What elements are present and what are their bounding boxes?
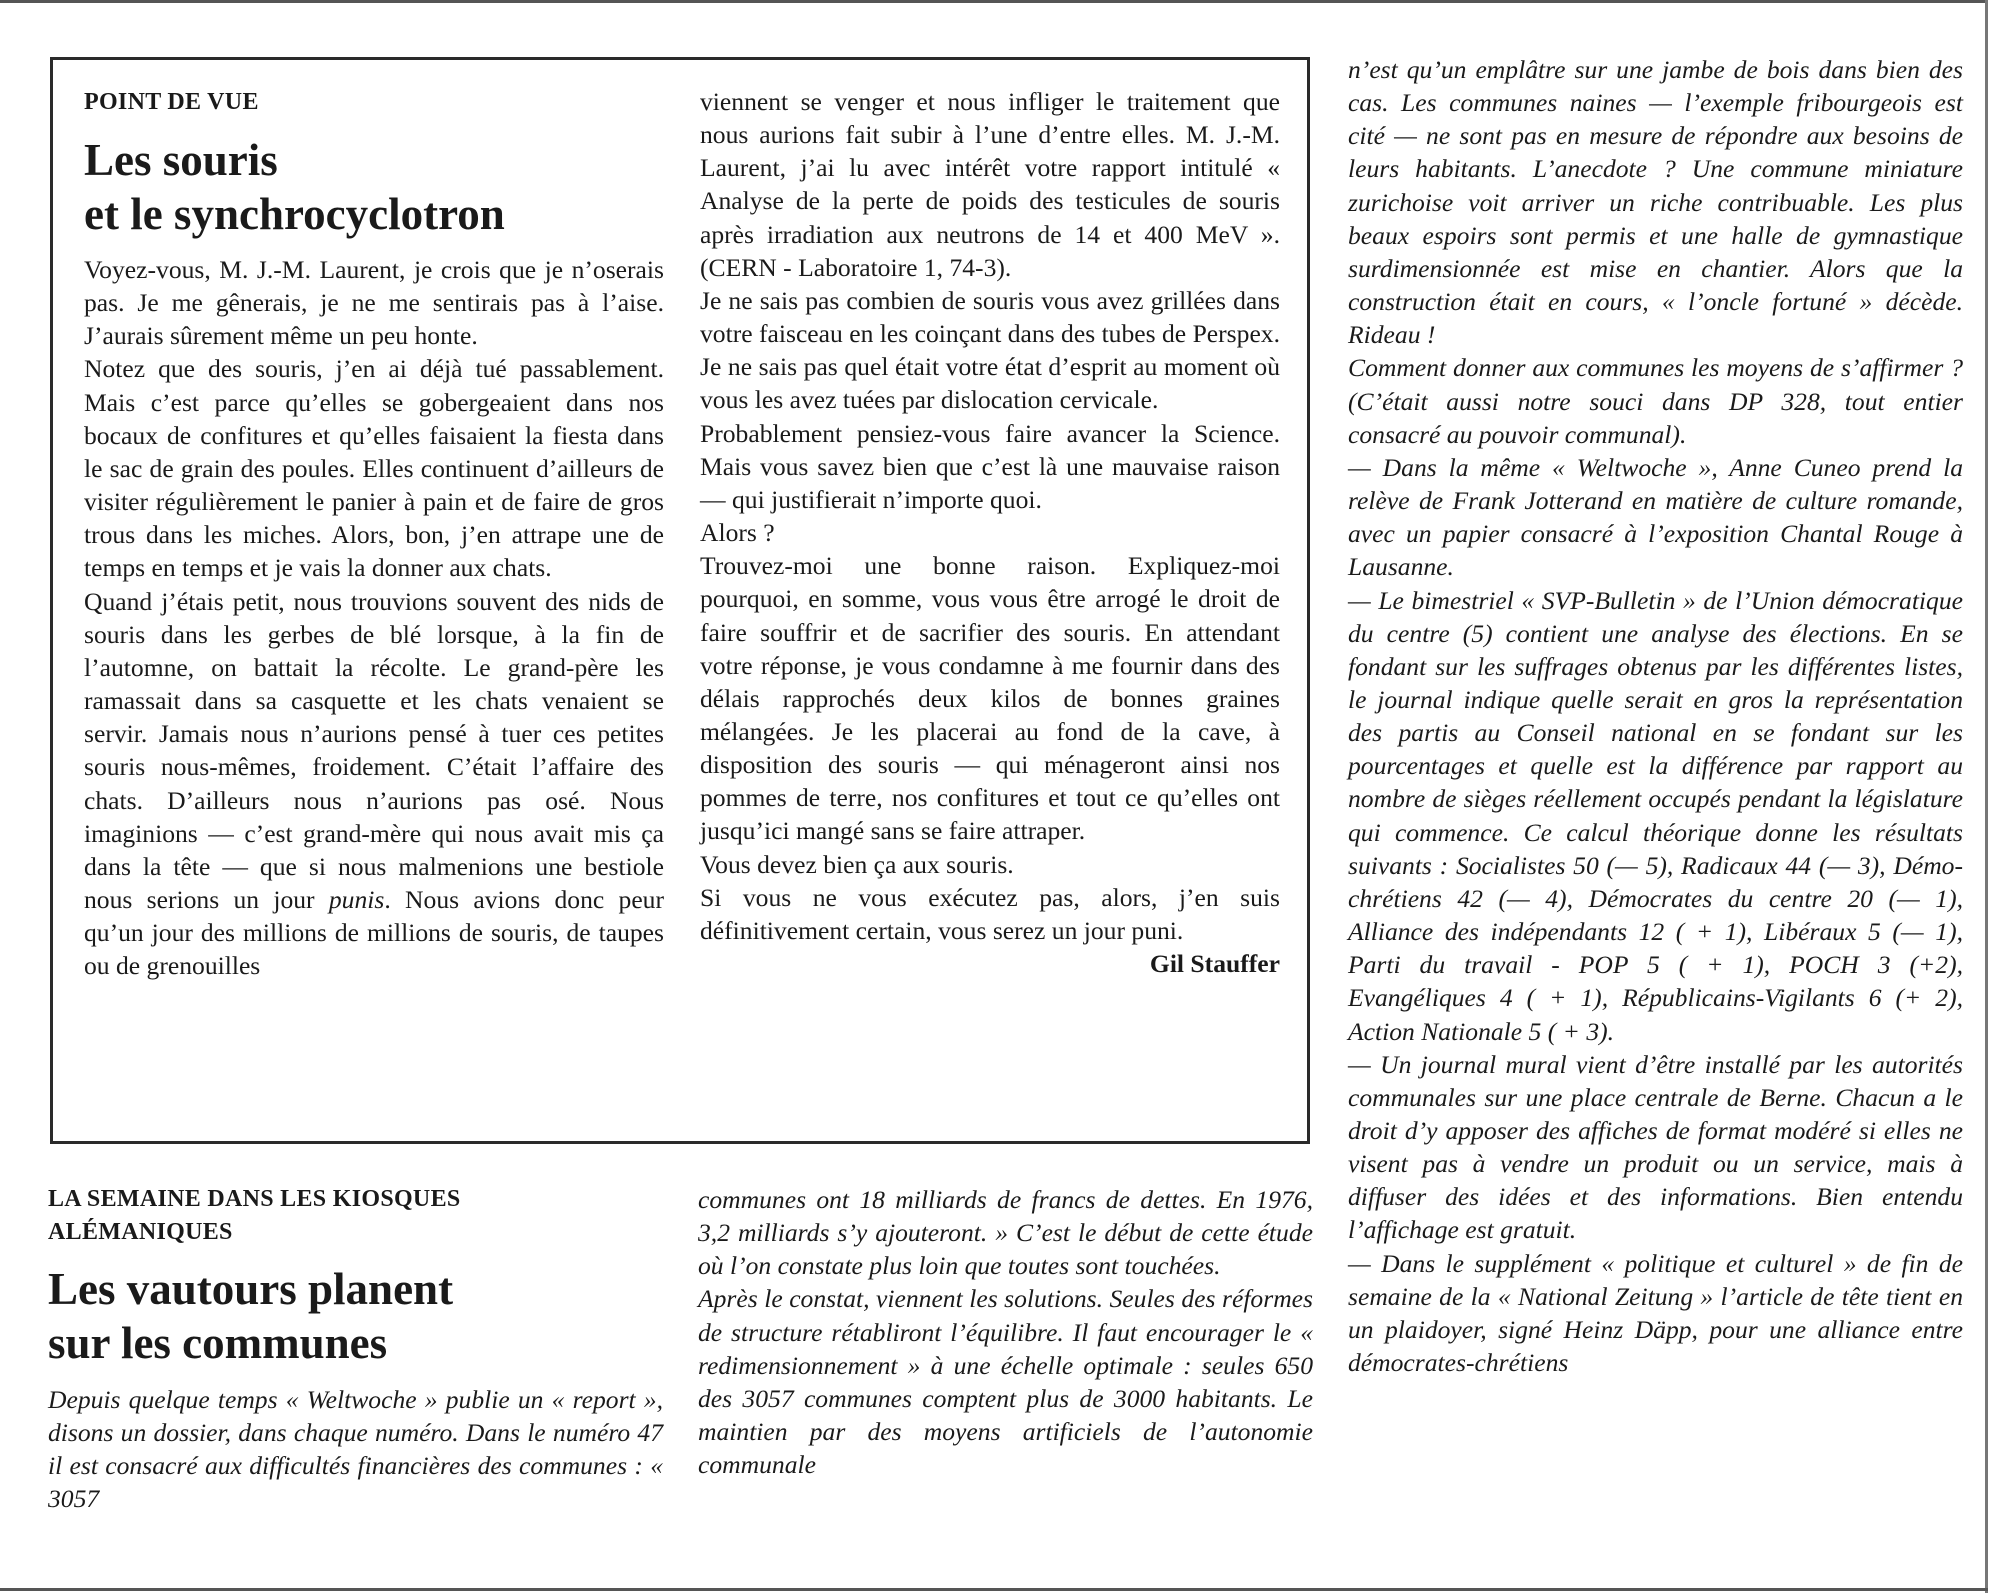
article2-column-2 xyxy=(698,1183,1313,1481)
article1-col1-paragraph: Voyez-vous, M. J.-M. Laurent, je crois que je n’oserais pas. Je me gênerais, je ne me sentirais pas à l’aise. J’aurais sûrement même un peu honte. xyxy=(84,255,664,351)
article2-col3-paragraph: Comment donner aux communes les moyens de s’affirmer ? (C’était aussi notre souci dans DP 328, tout entier consacré au pouvoir communal). xyxy=(1348,353,1963,449)
article2-headline-line2: sur les communes xyxy=(48,1318,388,1368)
article1-headline-line1: Les souris xyxy=(84,135,278,185)
article2-col3-paragraph: — Le bimestriel « SVP-Bulletin » de l’Union démocratique du centre (5) contient une analyse des élections. En se fondant sur les suffrages obtenus par les différentes listes, le journal indique quelle serait en gros la représentation des partis au Conseil national en se fondant sur les pourcentages et quelle est la différence par rapport au nombre de sièges réellement occupés pendant la législature qui commence. Ce calcul théorique donne les résultats suivants : Socialistes 50 (— 5), Radicaux 44 (— 3), Démo-chrétiens 42 (— 4), Démocrates du centre 20 (— 1), Alliance des indépendants 12 ( + 1), Libéraux 5 (— 1), Parti du travail - POP 5 ( + 1), POCH 3 (+2), Evangéliques 4 ( + 1), Républicains-Vigilants 6 (+ 2), Action Nationale 5 ( + 3). xyxy=(1348,585,1963,1046)
article1-col1-paragraph: Notez que des souris, j’en ai déjà tué passablement. Mais c’est parce qu’elles se gobergeaient dans nos bocaux de confitures et qu’elles faisaient la fiesta dans le sac de grain des poules. Elles continuent d’ailleurs de visiter régulièrement le panier à pain et de faire de gros trous dans les miches. Alors, bon, j’en attrape une de temps en temps et je vais la donner aux chats. xyxy=(84,354,664,583)
article2-col3-paragraph: — Dans le supplément « politique et culturel » de fin de semaine de la « National Zeitung » l’article de tête tient en un plaidoyer, signé Heinz Däpp, pour une alliance entre démocrates-chrétiens xyxy=(1348,1248,1963,1378)
article1-kicker: POINT DE VUE xyxy=(84,89,259,115)
article2-column-1 xyxy=(48,1383,663,1516)
bottom-rule xyxy=(0,1588,1988,1591)
article1-col2-paragraph: Je ne sais pas combien de souris vous avez grillées dans votre faisceau en les coinçant dans des tubes de Perspex. Je ne sais pas quel était votre état d’esprit au moment où vous les avez tuées par dislocation cervicale. xyxy=(700,285,1280,415)
article1-column-2 xyxy=(700,85,1280,980)
article2-col2-paragraph: Après le constat, viennent les solutions. Seules des réformes de structure rétabliront l’équilibre. Il faut encourager le « redimensionnement » à une échelle optimale : seules 650 des 3057 communes comptent plus de 3000 habitants. Le maintien par des moyens artificiels de l’autonomie communale xyxy=(698,1284,1313,1480)
article2-kicker-line2: ALÉMANIQUES xyxy=(48,1219,233,1245)
article1-col1-paragraph xyxy=(84,585,664,983)
article1-headline-line2: et le synchrocyclotron xyxy=(84,189,505,239)
article1-col2-paragraph: Si vous ne vous exécutez pas, alors, j’en suis définitivement certain, vous serez un jour puni. xyxy=(700,882,1280,945)
article2-col3-paragraph: n’est qu’un emplâtre sur une jambe de bois dans bien des cas. Les communes naines — l’exemple fribourgeois est cité — ne sont pas en mesure de répondre aux besoins de leurs habitants. L’anecdote ? Une commune miniature zurichoise voit arriver un riche contribuable. Les plus beaux espoirs sont permis et une halle de gymnastique surdimensionnée est mise en chantier. Alors que la construction était en cours, « l’oncle fortuné » décède. Rideau ! xyxy=(1348,55,1963,350)
article2-column-3 xyxy=(1348,53,1963,1379)
article2-col1-paragraph: Depuis quelque temps « Weltwoche » publie un « report », disons un dossier, dans chaque numéro. Dans le numéro 47 il est consacré aux difficultés financières des communes : « 3057 xyxy=(48,1385,663,1514)
article1-col2-paragraph: Alors ? xyxy=(700,518,775,548)
article1-column-1 xyxy=(84,253,664,982)
article2-col3-paragraph: — Dans la même « Weltwoche », Anne Cuneo prend la relève de Frank Jotterand en matière de culture romande, avec un papier consacré à l’exposition Chantal Rouge à Lausanne. xyxy=(1348,452,1963,582)
article1-col1-tail: . Nous avions donc peur qu’un jour des millions de millions de souris, de taupes ou de grenouilles xyxy=(84,884,665,981)
top-rule xyxy=(0,0,1985,3)
article2-kicker-line1: LA SEMAINE DANS LES KIOSQUES xyxy=(48,1186,461,1212)
article1-col2-paragraph: Vous devez bien ça aux souris. xyxy=(700,849,1014,879)
article1-signature: Gil Stauffer xyxy=(1149,949,1280,979)
article1-col2-paragraph: viennent se venger et nous infliger le traitement que nous aurions fait subir à l’une d’entre elles. M. J.-M. Laurent, j’ai lu avec intérêt votre rapport intitulé « Analyse de la perte de poids des testicules de souris après irradiation aux neutrons de 14 et 400 MeV ». (CERN - Laboratoire 1, 74-3). xyxy=(700,87,1280,282)
article2-col3-paragraph: — Un journal mural vient d’être installé par les autorités communales sur une place centrale de Berne. Chacun a le droit d’y apposer des affiches de format modéré si elles ne visent pas à vendre un produit ou un service, mais à diffuser des idées et des informations. Bien entendu l’affichage est gratuit. xyxy=(1348,1049,1963,1245)
article1-col2-paragraph: Probablement pensiez-vous faire avancer la Science. Mais vous savez bien que c’est là une mauvaise raison — qui justifierait n’importe quoi. xyxy=(700,418,1280,514)
article2-headline-line1: Les vautours planent xyxy=(48,1264,454,1314)
article1-col2-paragraph: Trouvez-moi une bonne raison. Expliquez-moi pourquoi, en somme, vous vous être arrogé le droit de faire souffrir et de sacrifier des souris. En attendant votre réponse, je vous condamne à me fournir dans des délais rapprochés deux kilos de bonnes graines mélangées. Je les placerai au fond de la cave, à disposition des souris — qui ménageront ainsi nos pommes de terre, nos confitures et tout ce qu’elles ont jusqu’ici mangé sans se faire attraper. xyxy=(700,551,1280,846)
right-rule xyxy=(1985,0,1988,1593)
article1-col1-paragraph-text: Quand j’étais petit, nous trouvions souvent des nids de souris dans les gerbes de blé lorsque, à la fin de l’automne, on battait la récolte. Le grand-père les ramassait dans sa casquette et les chats venaient se servir. Jamais nous n’aurions pensé à tuer ces petites souris nous-mêmes, froidement. C’était l’affaire des chats. D’ailleurs nous n’aurions pas osé. Nous imaginions — c’est grand-mère qui nous avait mis ça dans la tête — que si nous malmenions une bestiole nous serions un jour xyxy=(84,586,664,914)
article2-col2-paragraph: communes ont 18 milliards de francs de dettes. En 1976, 3,2 milliards s’y ajouteront. » C’est le début de cette étude où l’on constate plus loin que toutes sont touchées. xyxy=(698,1185,1313,1281)
article1-italic-word: punis xyxy=(328,884,385,914)
